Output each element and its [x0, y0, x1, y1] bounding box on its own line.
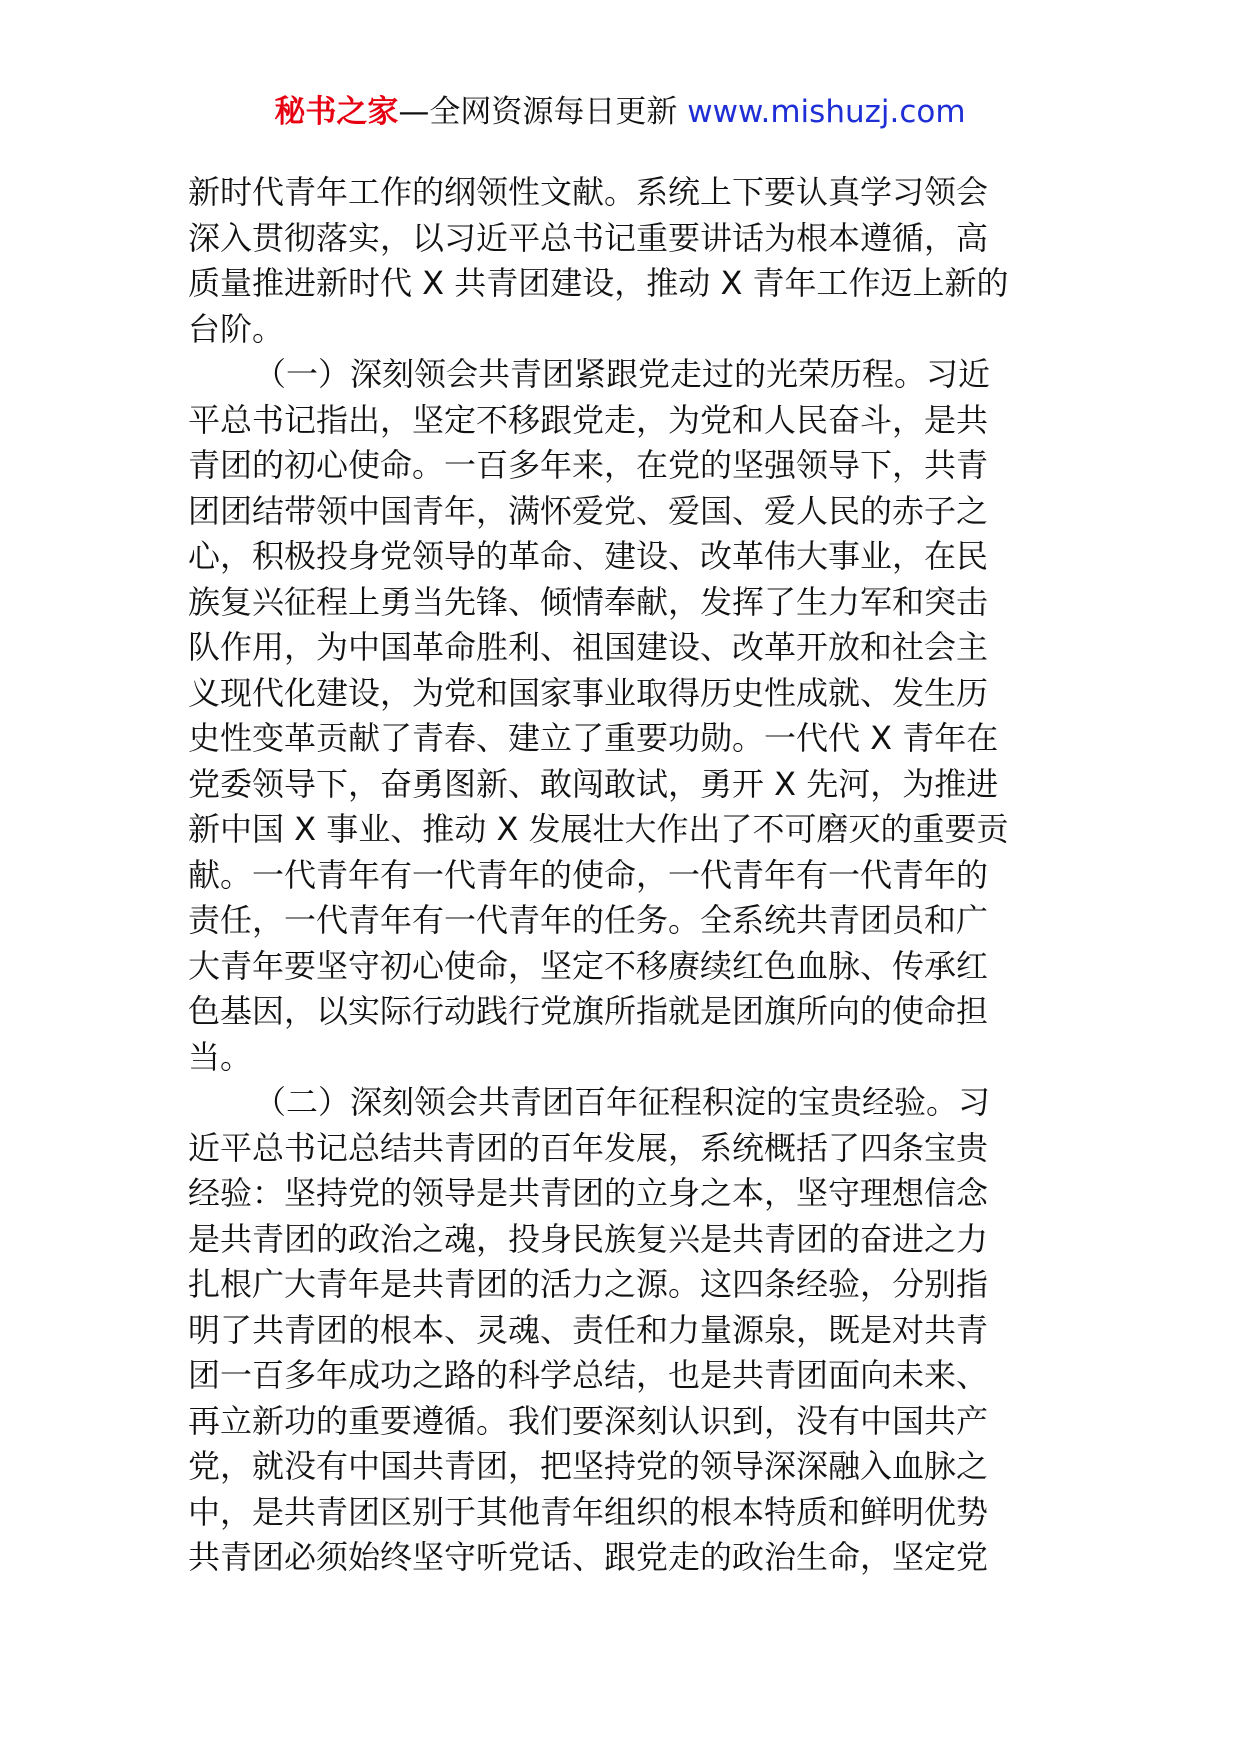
text-line: 扎根广大青年是共青团的活力之源。这四条经验，分别指	[188, 1265, 989, 1303]
text-line: 当。	[188, 1037, 253, 1076]
text-line: 共青团必须始终坚守听党话、跟党走的政治生命，坚定党	[188, 1538, 989, 1576]
text-line: 大青年要坚守初心使命，坚定不移赓续红色血脉、传承红	[188, 946, 989, 985]
paragraph-first-line: （一）深刻领会共青团紧跟党走过的光荣历程。习近	[254, 355, 991, 393]
text-line: 史性变革贡献了青春、建立了重要功勋。一代代 X 青年在	[188, 719, 999, 757]
text-line: 是共青团的政治之魂，投身民族复兴是共青团的奋进之力	[188, 1219, 989, 1258]
document-body	[188, 170, 1060, 1581]
text-line: 深入贯彻落实，以习近平总书记重要讲话为根本遵循，高	[188, 218, 989, 257]
text-line: 新中国 X 事业、推动 X 发展壮大作出了不可磨灭的重要贡	[188, 810, 1009, 848]
brand-name: 秘书之家	[274, 94, 399, 130]
text-line: 新时代青年工作的纲领性文献。系统上下要认真学习领会	[188, 173, 989, 211]
text-line: 质量推进新时代 X 共青团建设，推动 X 青年工作迈上新的	[188, 264, 1009, 302]
text-line: 中，是共青团区别于其他青年组织的根本特质和鲜明优势	[188, 1492, 989, 1531]
text-line: 团一百多年成功之路的科学总结，也是共青团面向未来、	[188, 1356, 989, 1394]
text-line: 心，积极投身党领导的革命、建设、改革伟大事业，在民	[188, 537, 989, 575]
text-line: 义现代化建设，为党和国家事业取得历史性成就、发生历	[188, 673, 989, 712]
text-line: 队作用，为中国革命胜利、祖国建设、改革开放和社会主	[188, 628, 989, 666]
text-line: 明了共青团的根本、灵魂、责任和力量源泉，既是对共青	[188, 1310, 989, 1349]
paragraph-first-line: （二）深刻领会共青团百年征程积淀的宝贵经验。习	[254, 1083, 991, 1121]
text-line: 族复兴征程上勇当先锋、倾情奉献，发挥了生力军和突击	[188, 582, 989, 621]
text-line: 献。一代青年有一代青年的使命，一代青年有一代青年的	[188, 855, 989, 894]
text-line: 台阶。	[188, 309, 285, 348]
text-line: 色基因，以实际行动践行党旗所指就是团旗所向的使命担	[188, 992, 989, 1030]
text-line: 再立新功的重要遵循。我们要深刻认识到，没有中国共产	[188, 1401, 989, 1440]
website-url[interactable]: www.mishuzj.com	[687, 94, 966, 130]
text-line: 平总书记指出，坚定不移跟党走，为党和人民奋斗，是共	[188, 400, 989, 439]
text-line: 近平总书记总结共青团的百年发展，系统概括了四条宝贵	[188, 1128, 989, 1167]
text-line: 青团的初心使命。一百多年来，在党的坚强领导下，共青	[188, 446, 989, 484]
text-line: 党，就没有中国共青团，把坚持党的领导深深融入血脉之	[188, 1447, 989, 1485]
header-tagline: —全网资源每日更新	[398, 94, 688, 130]
text-line: 团团结带领中国青年，满怀爱党、爱国、爱人民的赤子之	[188, 491, 989, 530]
page-header	[0, 92, 1240, 132]
text-line: 党委领导下，奋勇图新、敢闯敢试，勇开 X 先河，为推进	[188, 764, 999, 803]
text-line: 经验：坚持党的领导是共青团的立身之本，坚守理想信念	[188, 1174, 989, 1212]
text-line: 责任，一代青年有一代青年的任务。全系统共青团员和广	[188, 901, 989, 939]
